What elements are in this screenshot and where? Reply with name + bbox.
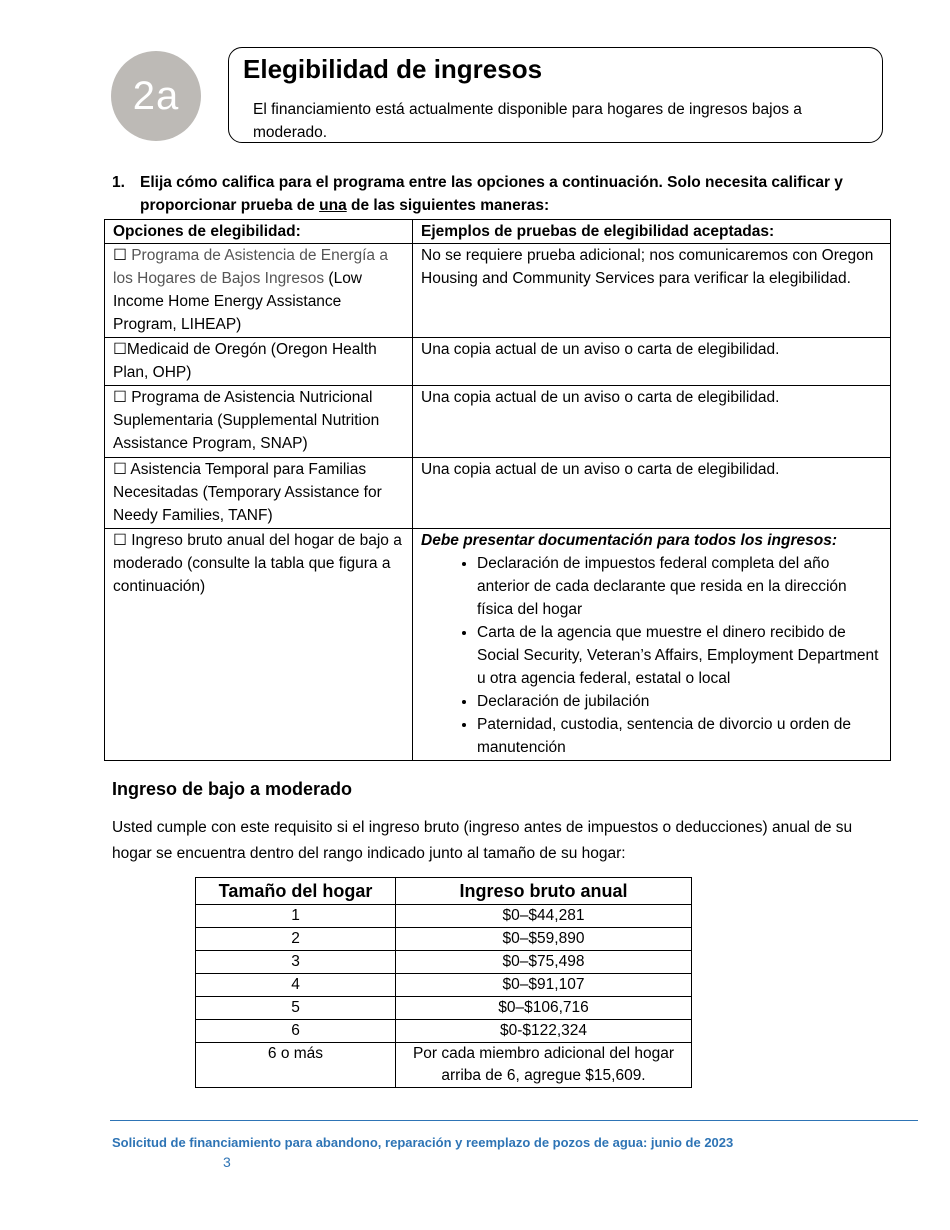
column-header-options: Opciones de elegibilidad:	[105, 220, 413, 244]
table-row	[105, 338, 891, 386]
footer-divider	[110, 1120, 918, 1121]
proof-heading: Debe presentar documentación para todos los ingresos:	[421, 532, 838, 549]
income-paragraph: Usted cumple con este requisito si el ingreso bruto (ingreso antes de impuestos o deducciones) anual de su hogar se encuentra dentro del rango indicado junto al tamaño de su hogar:	[112, 819, 853, 862]
list-item: • Declaración de impuestos federal completa del año anterior de cada declarante que resida en la dirección física del hogar	[477, 552, 882, 621]
option-ohp[interactable]: ☐Medicaid de Oregón (Oregon Health Plan, OHP)	[105, 338, 413, 386]
checkbox[interactable]: ☐	[113, 341, 127, 358]
option-income[interactable]: ☐ Ingreso bruto anual del hogar de bajo a moderado (consulte la tabla que figura a continuación)	[105, 529, 413, 761]
list-item: • Carta de la agencia que muestre el dinero recibido de Social Security, Veteran’s Affairs, Employment Department u otra agencia federal, estatal o local	[477, 621, 882, 690]
proof-list	[421, 552, 882, 759]
table-row: 3 $0–$75,498	[196, 951, 692, 974]
option-tanf[interactable]: ☐ Asistencia Temporal para Familias Necesitadas (Temporary Assistance for Needy Families, TANF)	[105, 458, 413, 529]
option-snap[interactable]: ☐ Programa de Asistencia Nutricional Suplementaria (Supplemental Nutrition Assistance Program, SNAP)	[105, 386, 413, 458]
eligibility-table	[104, 219, 891, 761]
list-item: • Paternidad, custodia, sentencia de divorcio u orden de manutención	[477, 713, 882, 759]
table-row: 6 o más Por cada miembro adicional del hogar arriba de 6, agregue $15,609.	[196, 1043, 692, 1088]
checkbox[interactable]: ☐	[113, 461, 127, 478]
table-header-row	[105, 220, 891, 244]
proof-ohp: Una copia actual de un aviso o carta de elegibilidad.	[413, 338, 891, 386]
column-header-proofs: Ejemplos de pruebas de elegibilidad aceptadas:	[413, 220, 891, 244]
checkbox[interactable]: ☐	[113, 532, 127, 549]
question-text: Elija cómo califica para el programa entre las opciones a continuación. Solo necesita calificar y proporcionar prueba de una de las siguientes maneras:	[140, 174, 843, 214]
proof-liheap: No se requiere prueba adicional; nos comunicaremos con Oregon Housing and Community Services para verificar la elegibilidad.	[413, 244, 891, 338]
question-number: 1.	[112, 174, 125, 191]
list-item: • Declaración de jubilación	[477, 690, 882, 713]
option-liheap[interactable]: ☐ Programa de Asistencia de Energía a los Hogares de Bajos Ingresos (Low Income Home Energy Assistance Program, LIHEAP)	[105, 244, 413, 338]
page-number: 3	[223, 1154, 231, 1170]
table-row: 1 $0–$44,281	[196, 905, 692, 928]
proof-tanf: Una copia actual de un aviso o carta de elegibilidad.	[413, 458, 891, 529]
income-table	[195, 877, 692, 1088]
income-header-row	[196, 878, 692, 905]
table-row: 6 $0-$122,324	[196, 1020, 692, 1043]
question-underlined: una	[319, 197, 347, 214]
page-title: Elegibilidad de ingresos	[243, 54, 543, 84]
page-subtitle: El financiamiento está actualmente disponible para hogares de ingresos bajos a moderado.	[253, 101, 802, 141]
checkbox[interactable]: ☐	[113, 247, 127, 264]
proof-income	[413, 529, 891, 761]
footer-text: Solicitud de financiamiento para abandono, reparación y reemplazo de pozos de agua: junio de 2023	[112, 1135, 734, 1150]
table-row	[105, 529, 891, 761]
proof-snap: Una copia actual de un aviso o carta de elegibilidad.	[413, 386, 891, 458]
income-heading: Ingreso de bajo a moderado	[112, 779, 353, 799]
checkbox[interactable]: ☐	[113, 389, 127, 406]
table-row	[105, 244, 891, 338]
column-header-annual-income: Ingreso bruto anual	[396, 878, 692, 905]
column-header-household-size: Tamaño del hogar	[196, 878, 396, 905]
table-row	[105, 458, 891, 529]
title-box	[228, 47, 883, 143]
section-badge: 2a	[111, 51, 201, 141]
table-row: 4 $0–$91,107	[196, 974, 692, 997]
question-1	[112, 171, 882, 217]
table-row	[105, 386, 891, 458]
table-row: 2 $0–$59,890	[196, 928, 692, 951]
table-row: 5 $0–$106,716	[196, 997, 692, 1020]
